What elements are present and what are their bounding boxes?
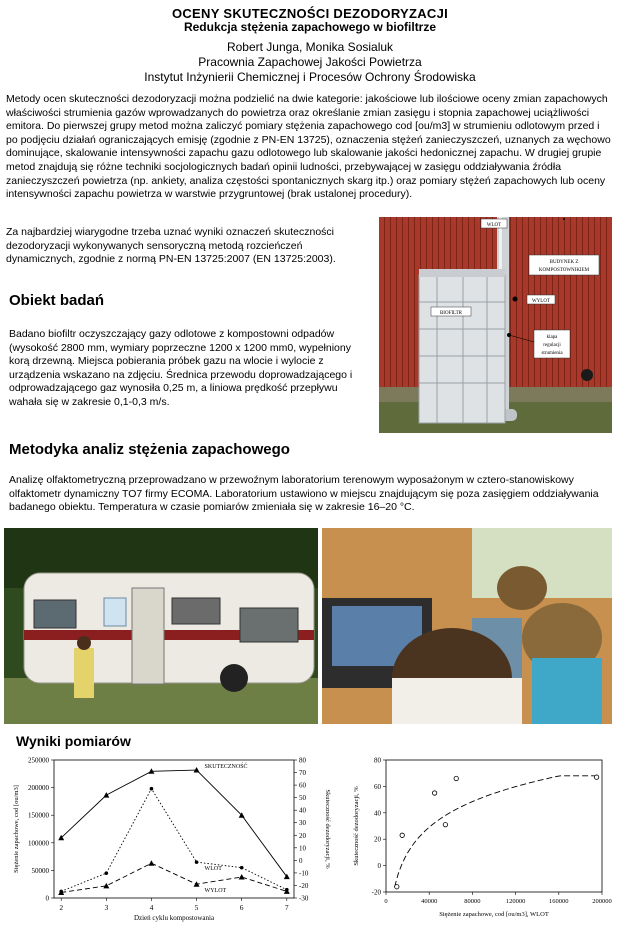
chart-concentration	[4, 752, 334, 924]
metodyka-paragraph: Analizę olfaktometryczną przeprowadzano w przewoźnym laboratorium terenowym wyposażonym w cztero-stanowiskowy olfaktometr dynamiczny TO7 firmy ECOMA. Laboratorium ustawiono w miejscu znajdującym się poza zasięgiem oddziaływania badanego obiektu. Temperatura w czasie pomiarów zmieniała się w zakresie 16–20 °C.	[9, 474, 599, 514]
label-klapa-line2: regulacji	[543, 343, 561, 348]
label-wlot: WLOT	[486, 223, 502, 228]
trend-line	[395, 776, 598, 887]
x-axis-label: Dzień cyklu kompostowania	[133, 914, 215, 922]
lab-name: Pracownia Zapachowej Jakości Powietrza	[198, 55, 422, 69]
y-tick-label: 20	[374, 835, 381, 844]
x-tick-label: 6	[239, 903, 244, 912]
x-tick-label: 5	[194, 903, 199, 912]
chart-efficiency-scatter	[346, 752, 612, 924]
obiekt-paragraph: Badano biofiltr oczyszczający gazy odlotowe z kompostowni odpadów (wysokość 2800 mm, wymiary poprzeczne 1200 x 1200 mm0, wypełniony korą drzewną. Miejsca pobierania próbek gazu na wlocie i wylocie z urządzenia wskazano na zdjęciu. Średnica przewodu doprowadzającego i odprowadzającego gaz wynosiła 0,25 m, a liniowa prędkość przepływu wahała się w zakresie 0,1-0,3 m/s.	[9, 328, 353, 408]
reliability-paragraph: Za najbardziej wiarygodne trzeba uznać wyniki oznaczeń skuteczności dezodoryzacji wykonywanych sensoryczną metodą rozcieńczeń dynamicznych, zgodnie z normą PN-EN 13725:2007 (EN 13725:2003).	[6, 226, 336, 266]
y-tick-label: 0	[45, 894, 49, 903]
x-axis-label: Stężenie zapachowe, cod [ou/m3], WLOT	[439, 911, 549, 918]
y2-axis-label: Skuteczność dezodoryzacji, %	[324, 789, 331, 869]
page-title: OCENY SKUTECZNOŚCI DEZODORYZACJI	[171, 6, 449, 21]
section-heading-wyniki: Wyniki pomiarów	[16, 733, 131, 749]
label-building-line1: BUDYNEK Z	[549, 260, 579, 265]
y-axis-label: Stężenie zapachowe, cod [ou/m3]	[13, 785, 20, 873]
y2-tick-label: 80	[299, 756, 306, 765]
y-tick-label: 200000	[28, 784, 49, 793]
data-point	[103, 792, 109, 798]
x-tick-label: 2	[59, 903, 64, 912]
data-point	[239, 874, 245, 880]
data-point	[148, 860, 154, 866]
y-tick-label: 250000	[28, 756, 49, 765]
intro-paragraph: Metody ocen skuteczności dezodoryzacji można podzielić na dwie kategorie: jakościowe lub ilościowe oceny zmian zapachowych właściwości strumienia gazów wprowadzanych do powietrza oraz określanie zmian zasięgu i stopnia zapachowej uciążliwości emitora. Do pierwszej grupy metod można zaliczyć pomiary stężenia zapachowego cod [ou/m3] w strumieniu odlotowym przed i po podjęciu działań ograniczających emisję (zgodnie z PN-EN 13725), oznaczenia stężeń zanieczyszczeń, uznanych za węchowo dominujące, skalowanie intensywności zapachu gazu odlotowego lub skalowanie jakości hedonicznej zapachu. W drugiej grupie metod znajdują się różne techniki socjologicznych badań opinii ludności, przebywającej w zasięgu oddziaływania źródła zanieczyszczeń powietrza (np. ankiety, analiza częstości spontanicznych skarg itp.) oraz pomiary stężeń zapachowych lub oceny intensywności zapachu powietrza w warstwie przygruntowej (brak ustalonej procedury).	[6, 93, 611, 201]
label-building-line2: KOMPOSTOWNIKIEM	[538, 268, 590, 273]
label-biofiltr: BIOFILTR	[439, 311, 463, 316]
series-label: WYLOT	[204, 888, 227, 895]
y-tick-label: 0	[377, 862, 381, 871]
series-label: SKUTECZNOŚĆ	[204, 764, 248, 771]
biofilter-photo	[379, 217, 612, 433]
y2-tick-label: 70	[299, 769, 306, 778]
label-klapa-line3: strumienia	[541, 351, 563, 356]
label-klapa-line1: klapa	[546, 335, 558, 340]
x-tick-label: 3	[104, 903, 109, 912]
data-point	[432, 791, 436, 795]
y2-tick-label: 40	[299, 806, 306, 815]
y-tick-label: 100000	[28, 839, 49, 848]
data-point	[150, 787, 154, 791]
x-tick-label: 80000	[464, 898, 481, 905]
y-tick-label: -20	[371, 888, 381, 897]
data-point	[594, 775, 598, 779]
series-line-skuteczność	[61, 770, 287, 877]
x-tick-label: 120000	[505, 898, 526, 905]
x-tick-label: 200000	[592, 898, 612, 905]
x-tick-label: 40000	[421, 898, 438, 905]
x-tick-label: 7	[284, 903, 289, 912]
data-point	[443, 822, 447, 826]
y-tick-label: 50000	[31, 866, 49, 875]
section-heading-metodyka: Metodyka analiz stężenia zapachowego	[9, 441, 290, 458]
plot-frame	[54, 760, 294, 898]
x-tick-label: 0	[384, 898, 388, 905]
data-point	[105, 871, 109, 875]
olfactometry-photo	[322, 528, 612, 724]
y2-tick-label: 30	[299, 819, 306, 828]
data-point	[103, 883, 109, 889]
y2-tick-label: 50	[299, 794, 306, 803]
data-point	[240, 866, 244, 870]
page-subtitle: Redukcja stężenia zapachowego w biofiltrze	[183, 20, 437, 34]
y-tick-label: 150000	[28, 811, 49, 820]
institute-name: Instytut Inżynierii Chemicznej i Procesów Ochrony Środowiska	[144, 70, 476, 84]
y2-tick-label: 60	[299, 781, 306, 790]
y2-tick-label: -10	[299, 869, 309, 878]
series-label: WLOT	[204, 866, 222, 873]
x-tick-label: 160000	[549, 898, 569, 905]
x-tick-label: 4	[149, 903, 154, 912]
label-wylot: WYLOT	[531, 299, 551, 304]
y-tick-label: 60	[374, 782, 381, 791]
y-axis-label: Skuteczność dezodoryzacji, %	[353, 786, 360, 866]
y-tick-label: 40	[374, 809, 381, 818]
y2-tick-label: -30	[299, 894, 309, 903]
y2-tick-label: -20	[299, 881, 309, 890]
data-point	[195, 860, 199, 864]
section-heading-obiekt: Obiekt badań	[9, 292, 105, 309]
y2-tick-label: 10	[299, 844, 306, 853]
series-line-wlot	[61, 789, 287, 895]
y2-tick-label: 20	[299, 831, 306, 840]
data-point	[400, 833, 404, 837]
mobile-lab-photo	[4, 528, 318, 724]
authors: Robert Junga, Monika Sosialuk	[226, 40, 394, 54]
y-tick-label: 80	[374, 756, 381, 765]
data-point	[395, 885, 399, 889]
data-point	[454, 776, 458, 780]
y2-tick-label: 0	[299, 856, 303, 865]
plot-frame	[386, 760, 602, 892]
